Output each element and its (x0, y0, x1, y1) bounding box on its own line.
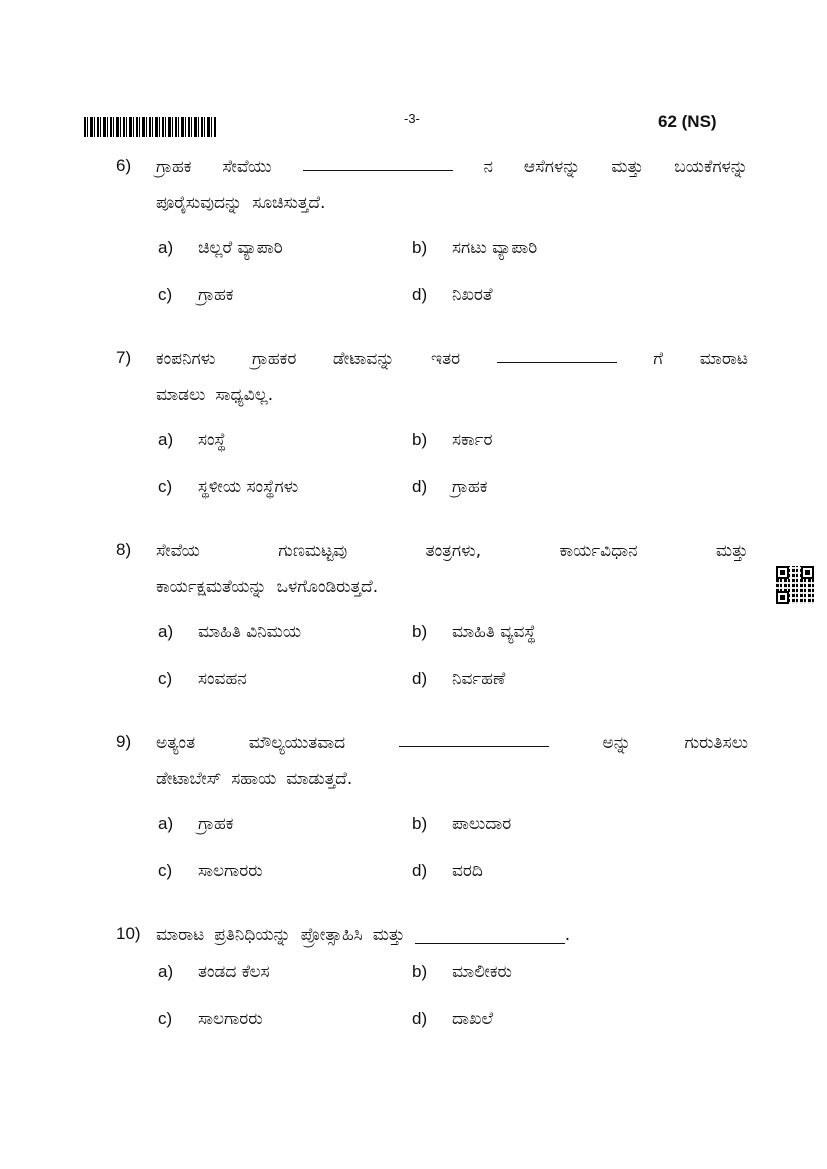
option-b: b) ಪಾಲುದಾರ (412, 814, 512, 834)
qr-code (776, 566, 814, 604)
option-d: d) ನಿರ್ವಹಣೆ (412, 669, 506, 689)
option-a: a) ತಂಡದ ಕೆಲಸ (158, 962, 270, 982)
option-a: a) ಮಾಹಿತಿ ವಿನಿಮಯ (158, 622, 302, 642)
option-d: d) ಗ್ರಾಹಕ (412, 477, 488, 497)
option-b: b) ಮಾಲೀಕರು (412, 962, 512, 982)
question-stem-line2: ಡೇಟಾಬೇಸ್ ಸಹಾಯ ಮಾಡುತ್ತದೆ. (156, 769, 353, 789)
question-number: 10) (116, 924, 141, 943)
option-a: a) ಗ್ರಾಹಕ (158, 814, 234, 834)
paper-code: 62 (NS) (658, 112, 717, 131)
option-b: b) ಮಾಹಿತಿ ವ್ಯವಸ್ಥೆ (412, 622, 536, 642)
option-a: a) ಚಿಲ್ಲರೆ ವ್ಯಾಪಾರಿ (158, 238, 283, 258)
answer-blank (399, 724, 549, 747)
option-c: c) ಸಾಲಗಾರರು (158, 861, 263, 881)
option-b: b) ಸರ್ಕಾರ (412, 430, 493, 450)
question-number: 6) (116, 156, 132, 175)
question-number: 7) (116, 348, 132, 367)
question-stem-line1: ಮಾರಾಟ ಪ್ರತಿನಿಧಿಯನ್ನು ಪ್ರೋತ್ಸಾಹಿಸಿ ಮತ್ತು . (156, 916, 748, 955)
option-c: c) ಸಂವಹನ (158, 669, 247, 689)
question-stem-line1: ಅತ್ಯಂತ ಮೌಲ್ಯಯುತವಾದ ಅನ್ನು ಗುರುತಿಸಲು (156, 724, 748, 763)
question-stem-line2: ಕಾರ್ಯಕ್ಷಮತೆಯನ್ನು ಒಳಗೊಂಡಿರುತ್ತದೆ. (156, 577, 379, 597)
question-stem-line2: ಪೂರೈಸುವುದನ್ನು ಸೂಚಿಸುತ್ತದೆ. (156, 193, 326, 213)
question-number: 8) (116, 540, 132, 559)
answer-blank (303, 148, 453, 171)
question-stem-line1: ಗ್ರಾಹಕ ಸೇವೆಯು ನ ಆಸೆಗಳನ್ನು ಮತ್ತು ಬಯಕೆಗಳನ್ನು (156, 148, 748, 187)
option-a: a) ಸಂಸ್ಥೆ (158, 430, 226, 450)
option-d: d) ನಿಖರತೆ (412, 285, 493, 305)
question-number: 9) (116, 732, 132, 751)
option-c: c) ಸಾಲಗಾರರು (158, 1009, 263, 1029)
page-number: -3- (404, 111, 420, 126)
option-d: d) ದಾಖಲೆ (412, 1009, 494, 1029)
answer-blank (415, 921, 565, 944)
answer-blank (497, 340, 617, 363)
barcode (84, 117, 216, 137)
question-stem-line2: ಮಾಡಲು ಸಾಧ್ಯವಿಲ್ಲ. (156, 385, 274, 405)
option-d: d) ವರದಿ (412, 861, 483, 881)
question-stem-line1: ಕಂಪನಿಗಳು ಗ್ರಾಹಕರ ಡೇಟಾವನ್ನು ಇತರ ಗೆ ಮಾರಾಟ (156, 340, 748, 379)
option-c: c) ಸ್ಥಳೀಯ ಸಂಸ್ಥೆಗಳು (158, 477, 299, 497)
question-stem-line1: ಸೇವೆಯ ಗುಣಮಟ್ಟವು ತಂತ್ರಗಳು, ಕಾರ್ಯವಿಧಾನ ಮತ್ತು (156, 541, 748, 561)
option-b: b) ಸಗಟು ವ್ಯಾಪಾರಿ (412, 238, 538, 258)
option-c: c) ಗ್ರಾಹಕ (158, 285, 234, 305)
